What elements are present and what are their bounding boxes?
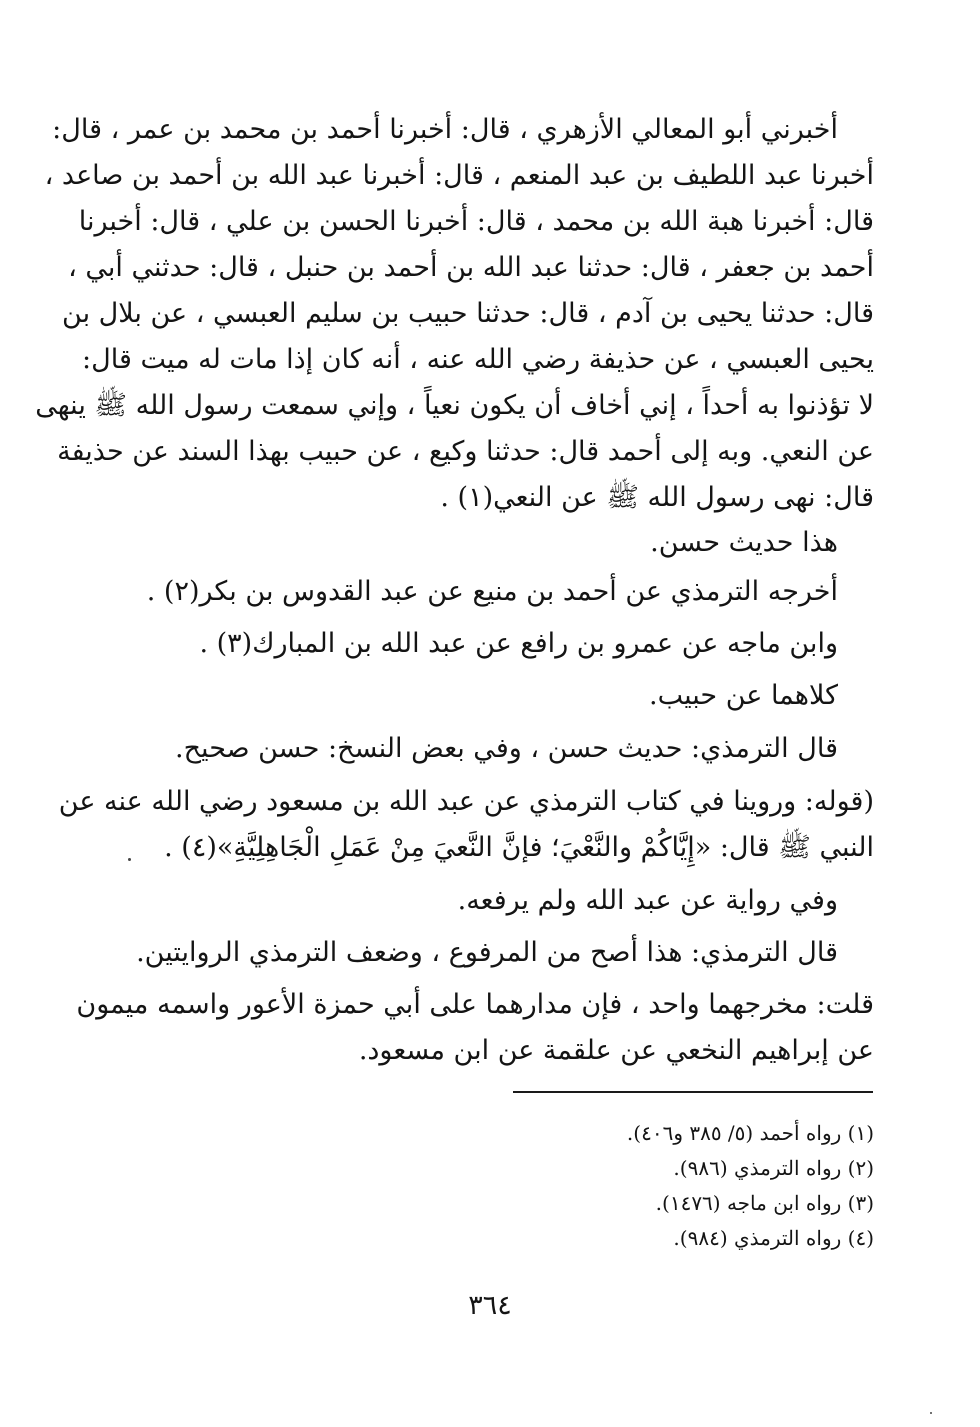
body-line-7: لا تؤذنوا به أحداً ، إني أخاف أن يكون نعياً ، وإني سمعت رسول الله ﷺ ينهى (35, 390, 874, 421)
body-line-12: وابن ماجه عن عمرو بن رافع عن عبد الله بن المبارك(٣) . (199, 628, 838, 659)
body-line-19: قلت: مخرجهما واحد ، فإن مدارهما على أبي حمزة الأعور واسمه ميمون (76, 989, 874, 1020)
body-line-13: كلاهما عن حبيب. (649, 680, 838, 711)
body-line-1: أخبرني أبو المعالي الأزهري ، قال: أخبرنا أحمد بن محمد بن عمر ، قال: (52, 114, 838, 145)
footnote-3: (٣) رواه ابن ماجه (١٤٧٦). (655, 1191, 874, 1215)
body-line-8: عن النعي. وبه إلى أحمد قال: حدثنا وكيع ، عن حبيب بهذا السند عن حذيفة (57, 436, 874, 467)
body-line-11: أخرجه الترمذي عن أحمد بن منيع عن عبد القدوس بن بكر(٢) . (146, 576, 838, 607)
body-line-5: قال: حدثنا يحيى بن آدم ، قال: حدثنا حبيب بن سليم العبسي ، عن بلال بن (62, 298, 874, 329)
body-line-9: قال: نهى رسول الله ﷺ عن النعي(١) . (440, 482, 874, 513)
footnote-separator (513, 1091, 873, 1093)
body-line-4: أحمد بن جعفر ، قال: حدثنا عبد الله بن أحمد بن حنبل ، قال: حدثني أبي ، (68, 252, 874, 283)
body-line-15: (قوله: وروينا في كتاب الترمذي عن عبد الله بن مسعود رضي الله عنه عن (58, 786, 874, 817)
footnote-1: (١) رواه أحمد (٥/ ٣٨٥ و٤٠٦). (626, 1121, 874, 1145)
body-line-20: عن إبراهيم النخعي عن علقمة عن ابن مسعود. (358, 1035, 874, 1066)
body-line-10: هذا حديث حسن. (650, 527, 838, 558)
body-line-16: النبي ﷺ قال: «إِيَّاكُمْ والنَّعْيَ؛ فإنَّ النَّعيَ مِنْ عَمَلِ الْجَاهِلِيَّةِ»(٤) . (164, 832, 874, 863)
body-line-17: وفي رواية عن عبد الله ولم يرفعه. (457, 885, 838, 916)
footnote-4: (٤) رواه الترمذي (٩٨٤). (673, 1226, 874, 1250)
body-line-2: أخبرنا عبد اللطيف بن عبد المنعم ، قال: أخبرنا عبد الله بن أحمد بن صاعد ، (44, 160, 874, 191)
body-line-6: يحيى العبسي ، عن حذيفة رضي الله عنه ، أنه كان إذا مات له ميت قال: (82, 344, 874, 375)
scan-speck (930, 1412, 932, 1414)
body-line-18: قال الترمذي: هذا أصح من المرفوع ، وضعف الترمذي الروايتين. (136, 937, 838, 968)
body-line-3: قال: أخبرنا هبة الله بن محمد ، قال: أخبرنا الحسن بن علي ، قال: أخبرنا (78, 206, 874, 237)
scan-speck (128, 858, 131, 861)
footnote-2: (٢) رواه الترمذي (٩٨٦). (673, 1156, 874, 1180)
page-number: ٣٦٤ (468, 1290, 512, 1321)
body-line-14: قال الترمذي: حديث حسن ، وفي بعض النسخ: حسن صحيح. (175, 733, 838, 764)
